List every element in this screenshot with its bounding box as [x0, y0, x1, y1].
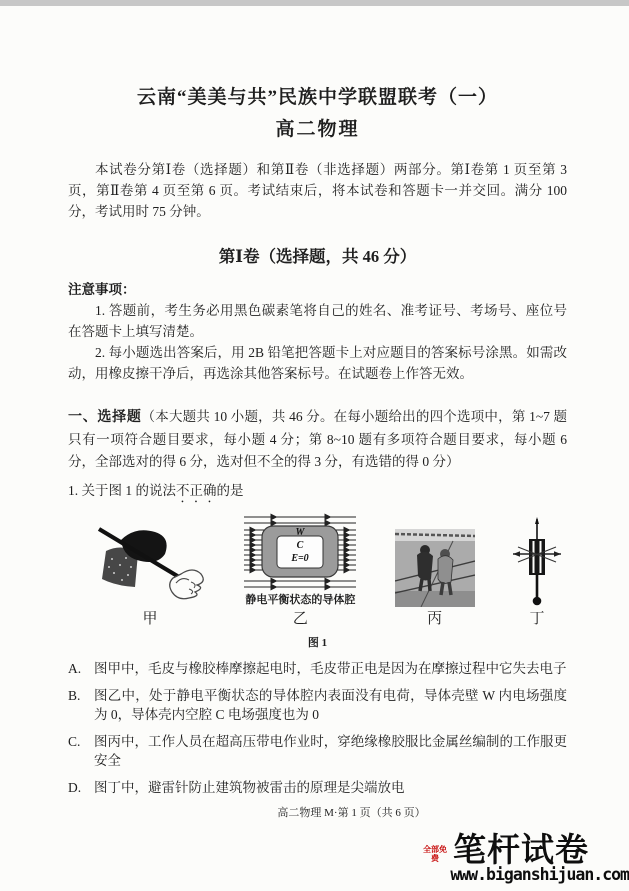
option-c-text: 图丙中，工作人员在超高压带电作业时，穿绝缘橡胶服比金属丝编制的工作服更安全 — [94, 734, 567, 768]
figure-ding-lightning-rod — [513, 517, 561, 629]
cavity-label: C — [296, 540, 304, 551]
option-c — [68, 732, 567, 770]
workers-on-power-line-photo — [395, 529, 475, 607]
watermark-free-label: 全部免费 — [423, 845, 447, 863]
fur-rubbing-rod-icon — [94, 525, 206, 607]
choice-section-label: 一、选择题 — [68, 410, 142, 425]
figure-ding-label: 丁 — [529, 611, 545, 627]
watermark-brand-name: 笔杆试卷 — [453, 831, 589, 868]
figure-yi-caption: 静电平衡状态的导体腔 — [245, 594, 356, 606]
option-a-key: A. — [68, 661, 82, 676]
option-a — [68, 659, 567, 678]
option-b — [68, 686, 567, 724]
scan-edge-strip — [0, 0, 629, 6]
notice-item-2: 2. 每小题选出答案后，用 2B 铅笔把答题卡上对应题目的答案标号涂黑。如需改动，用橡皮擦干净后，再选涂其他答案标号。在试题卷上作答无效。 — [68, 345, 567, 381]
electric-field-conductor-icon — [244, 513, 356, 591]
lightning-rod-icon — [513, 517, 561, 607]
option-c-key: C. — [68, 734, 81, 749]
notice-item-1: 1. 答题前，考生务必用黑色碳素笔将自己的姓名、准考证号、考场号、座位号在答题卡上填写清楚。 — [68, 303, 567, 339]
figure-jia-fur-rubbing-rod — [94, 525, 206, 629]
field-zero-label: E=0 — [291, 553, 310, 564]
shell-label: W — [295, 527, 305, 538]
figure-yi-conductor-cavity — [244, 513, 356, 629]
option-b-text: 图乙中，处于静电平衡状态的导体腔内表面没有电荷，导体壳壁 W 内电场强度为 0，导体壳内空腔 C 电场强度也为 0 — [94, 688, 567, 722]
exam-intro-paragraph: 本试卷分第Ⅰ卷（选择题）和第Ⅱ卷（非选择题）两部分。第Ⅰ卷第 1 页至第 3 页，第Ⅱ卷第 4 页至第 6 页。考试结束后，将本试卷和答题卡一并交回。满分 100 分，考试用时 75 分钟。 — [68, 162, 567, 219]
section1-heading: 第Ⅰ卷（选择题，共 46 分） — [218, 247, 417, 266]
figure-yi-label: 乙 — [292, 611, 308, 627]
option-d — [68, 778, 567, 797]
choice-section-intro — [68, 406, 567, 473]
exam-title: 云南“美美与共”民族中学联盟联考（一） — [136, 87, 498, 108]
option-d-text: 图丁中，避雷针防止建筑物被雷击的原理是尖端放电 — [94, 780, 405, 795]
exam-subtitle: 高二物理 — [275, 119, 360, 140]
question-1-number: 1. — [68, 483, 79, 498]
figure-1-caption: 图 1 — [307, 637, 328, 649]
option-d-key: D. — [68, 780, 82, 795]
notice-title: 注意事项： — [68, 282, 136, 297]
biganshijuan-watermark — [415, 832, 629, 885]
figure-jia-label: 甲 — [142, 611, 158, 627]
question-1-options — [68, 659, 567, 797]
question-1-stem: 1. 关于图 1 的说法不正确的是 — [68, 483, 244, 498]
figure-1-row — [68, 513, 567, 629]
figure-bing-live-line-workers-photo — [395, 529, 475, 629]
option-b-key: B. — [68, 688, 81, 703]
page-footer: 高二物理 M·第 1 页（共 6 页） — [277, 807, 426, 819]
watermark-url: www.biganshijuan.com — [450, 865, 629, 884]
question-1-emphasized-text: 不正确 — [176, 483, 217, 498]
figure-bing-label: 丙 — [427, 611, 443, 627]
choice-section-description: （本大题共 10 小题，共 46 分。在每小题给出的四个选项中，第 1~7 题只有一项符合题目要求，每小题 4 分；第 8~10 题有多项符合题目要求，每小题 6 分，全部选对的得 6 分，选对但不全的得 3 分，有选错的得 0 分） — [68, 409, 568, 469]
option-a-text: 图甲中，毛皮与橡胶棒摩擦起电时，毛皮带正电是因为在摩擦过程中它失去电子 — [94, 661, 567, 676]
watermark-brand-row — [415, 832, 629, 868]
page-content — [0, 84, 629, 821]
